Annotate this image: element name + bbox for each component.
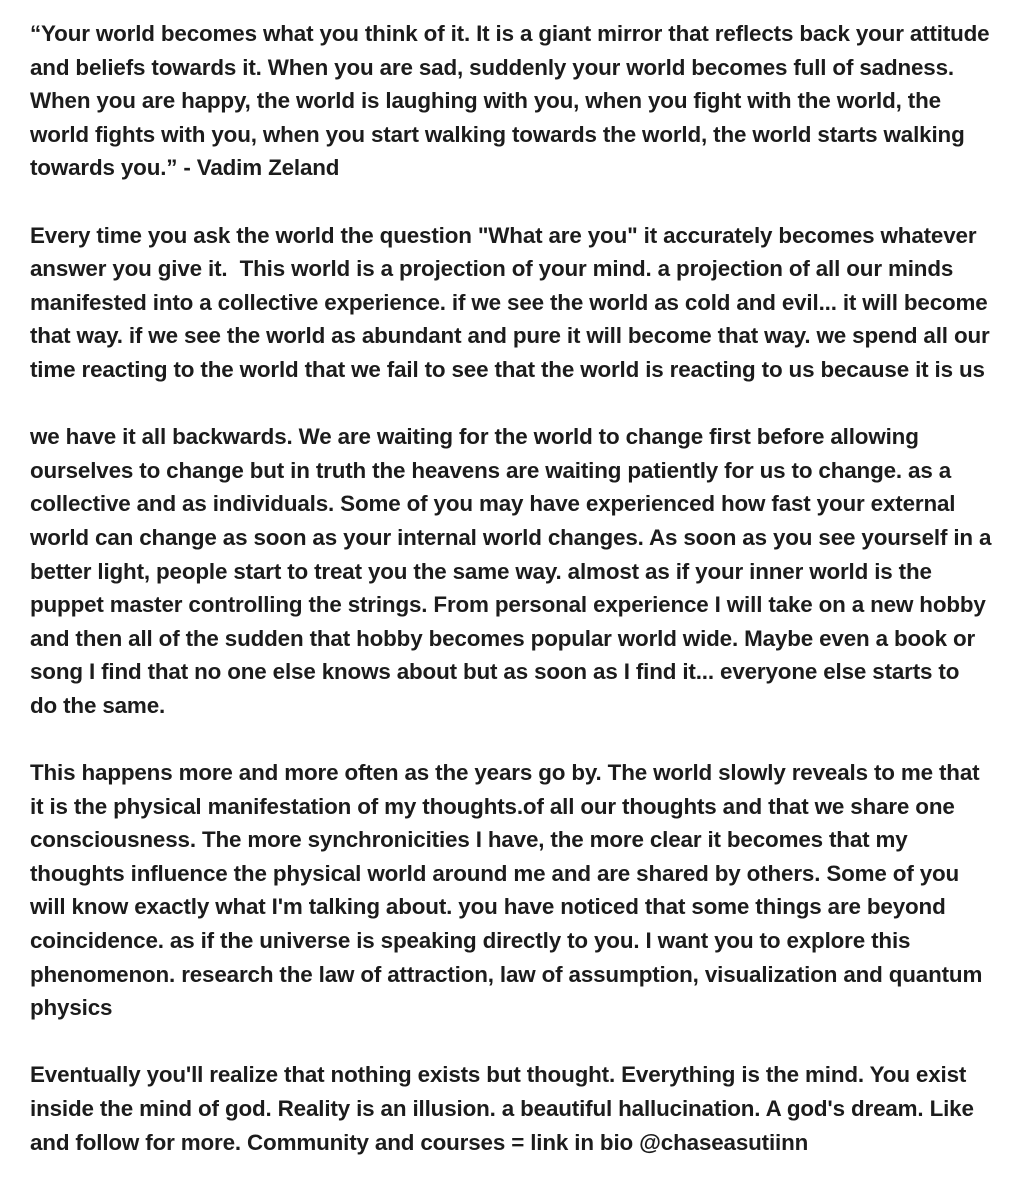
paragraph-quote: “Your world becomes what you think of it. It is a giant mirror that reflects back your attitude and beliefs towards it. When you are sad, suddenly your world becomes full of sadness. When you are happy, the world is laughing with you, when you fight with the world, the world fights with you, when you start walking towards the world, the world starts walking towards you.” - Vadim Zeland bbox=[30, 21, 996, 181]
paragraph-manifestation: This happens more and more often as the years go by. The world slowly reveals to me that it is the physical manifestation of my thoughts.of all our thoughts and that we share one consciousness. The more synchronicities I have, the more clear it becomes that my thoughts influence the physical world around me and are shared by others. Some of you will know exactly what I'm talking about. you have noticed that some things are beyond coincidence. as if the universe is speaking directly to you. I want you to explore this phenomenon. research the law of attraction, law of assumption, visualization and quantum physics bbox=[30, 760, 989, 1021]
paragraph-projection: Every time you ask the world the question "What are you" it accurately becomes whatever answer you give it. This world is a projection of your mind. a projection of all our minds manifested into a collective experience. if we see the world as cold and evil... it will become that way. if we see the world as abundant and pure it will become that way. we spend all our time reacting to the world that we fail to see that the world is reacting to us because it is us bbox=[30, 222, 996, 382]
paragraph-conclusion: Eventually you'll realize that nothing exists but thought. Everything is the mind. You exist inside the mind of god. Reality is an illusion. a beautiful hallucination. A god's dream. Like and follow for more. Community and courses = link in bio @chaseasutiinn bbox=[30, 1062, 980, 1155]
paragraph-backwards: we have it all backwards. We are waiting for the world to change first before allowing ourselves to change but in truth the heavens are waiting patiently for us to change. as a collective and as individuals. Some of you may have experienced how fast your external world can change as soon as your internal world changes. As soon as you see yourself in a better light, people start to treat you the same way. almost as if your inner world is the puppet master controlling the strings. From personal experience I will take on a new hobby and then all of the sudden that hobby becomes popular world wide. Maybe even a book or song I find that no one else knows about but as soon as I find it... everyone else starts to do the same. bbox=[30, 424, 998, 718]
